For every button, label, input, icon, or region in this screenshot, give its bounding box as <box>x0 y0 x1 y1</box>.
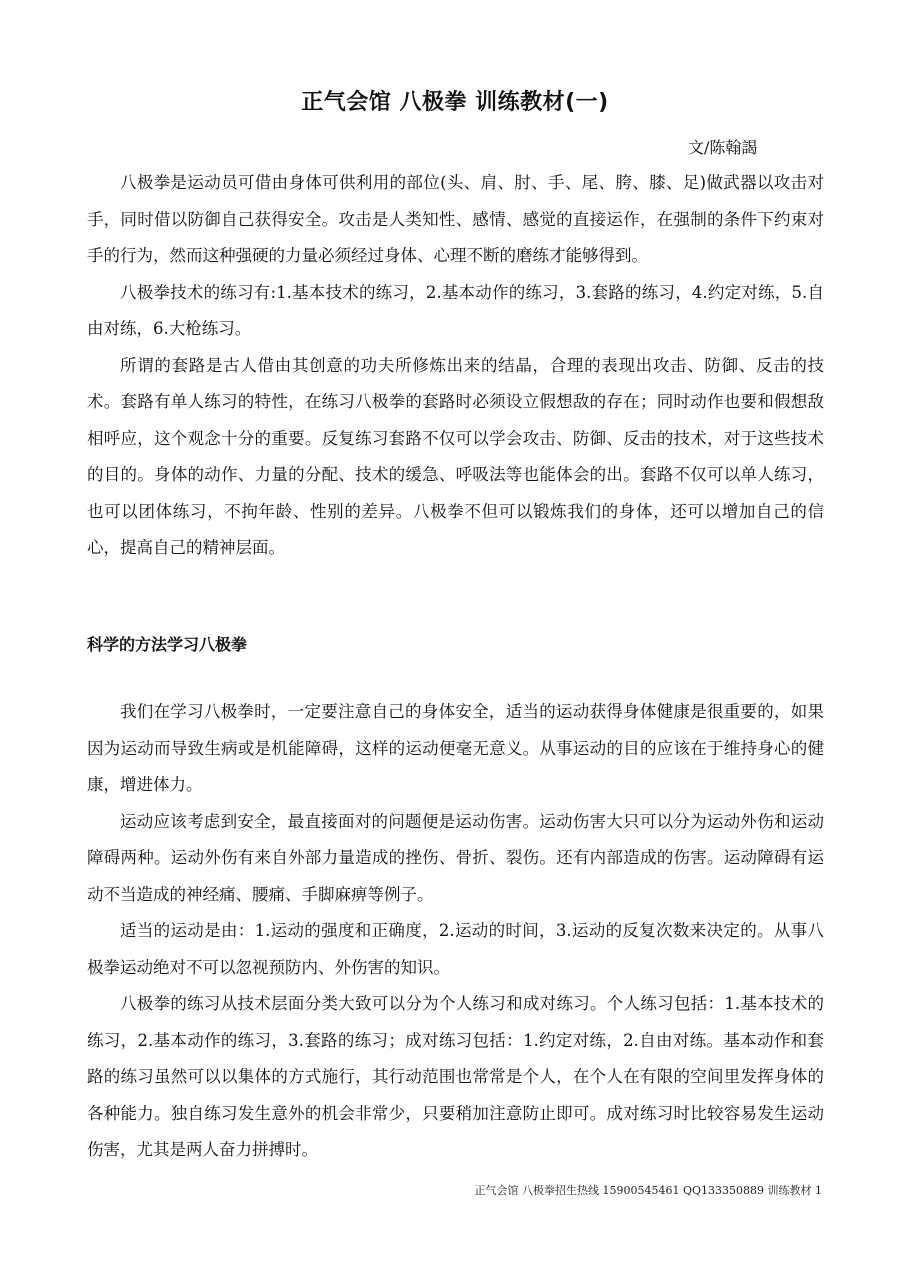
intro-paragraph: 八极拳技术的练习有:1.基本技术的练习，2.基本动作的练习，3.套路的练习，4.约定对练，5.自由对练，6.大枪练习。 <box>87 282 824 338</box>
section-paragraph: 八极拳的练习从技术层面分类大致可以分为个人练习和成对练习。个人练习包括：1.基本技术的练习，2.基本动作的练习，3.套路的练习；成对练习包括：1.约定对练，2.自由对练。基本动作和套路的练习虽然可以以集体的方式施行，其行动范围也常常是个人，在个人在有限的空间里发挥身体的各种能力。独自练习发生意外的机会非常少，只要稍加注意防止即可。成对练习时比较容易发生运动伤害，尤其是两人奋力拼搏时。 <box>87 994 824 1159</box>
section-heading: 科学的方法学习八极拳 <box>87 635 248 654</box>
intro-paragraph: 所谓的套路是古人借由其创意的功夫所修炼出来的结晶，合理的表现出攻击、防御、反击的技术。套路有单人练习的特性，在练习八极拳的套路时必须设立假想敌的存在；同时动作也要和假想敌相呼应，这个观念十分的重要。反复练习套路不仅可以学会攻击、防御、反击的技术，对于这些技术的目的。身体的动作、力量的分配、技术的缓急、呼吸法等也能体会的出。套路不仅可以单人练习，也可以团体练习，不拘年龄、性别的差异。八极拳不但可以锻炼我们的身体，还可以增加自己的信心，提高自己的精神层面。 <box>87 355 824 557</box>
document-title: 正气会馆 八极拳 训练教材(一) <box>301 90 609 115</box>
section-paragraph: 我们在学习八极拳时，一定要注意自己的身体安全，适当的运动获得身体健康是很重要的，如果因为运动而导致生病或是机能障碍，这样的运动便毫无意义。从事运动的目的应该在于维持身心的健康，增进体力。 <box>87 702 824 794</box>
section-paragraph: 运动应该考虑到安全，最直接面对的问题便是运动伤害。运动伤害大只可以分为运动外伤和运动障碍两种。运动外伤有来自外部力量造成的挫伤、骨折、裂伤。还有内部造成的伤害。运动障碍有运动不当造成的神经痛、腰痛、手脚麻痹等例子。 <box>87 811 824 904</box>
page-footer: 正气会馆 八极拳招生热线 15900545461 QQ133350889 训练教材 1 <box>474 1184 822 1197</box>
section-paragraph: 适当的运动是由：1.运动的强度和正确度，2.运动的时间，3.运动的反复次数来决定的。从事八极拳运动绝对不可以忽视预防内、外伤害的知识。 <box>87 921 824 977</box>
intro-section <box>87 165 824 567</box>
intro-paragraph: 八极拳是运动员可借由身体可供利用的部位(头、肩、肘、手、尾、胯、膝、足)做武器以攻击对手，同时借以防御自己获得安全。攻击是人类知性、感情、感觉的直接运作，在强制的条件下约束对手的行为，然而这种强硬的力量必须经过身体、心理不断的磨练才能够得到。 <box>87 173 824 265</box>
author-line: 文/陈翰謁 <box>688 138 758 157</box>
scientific-method-section <box>87 694 824 1169</box>
